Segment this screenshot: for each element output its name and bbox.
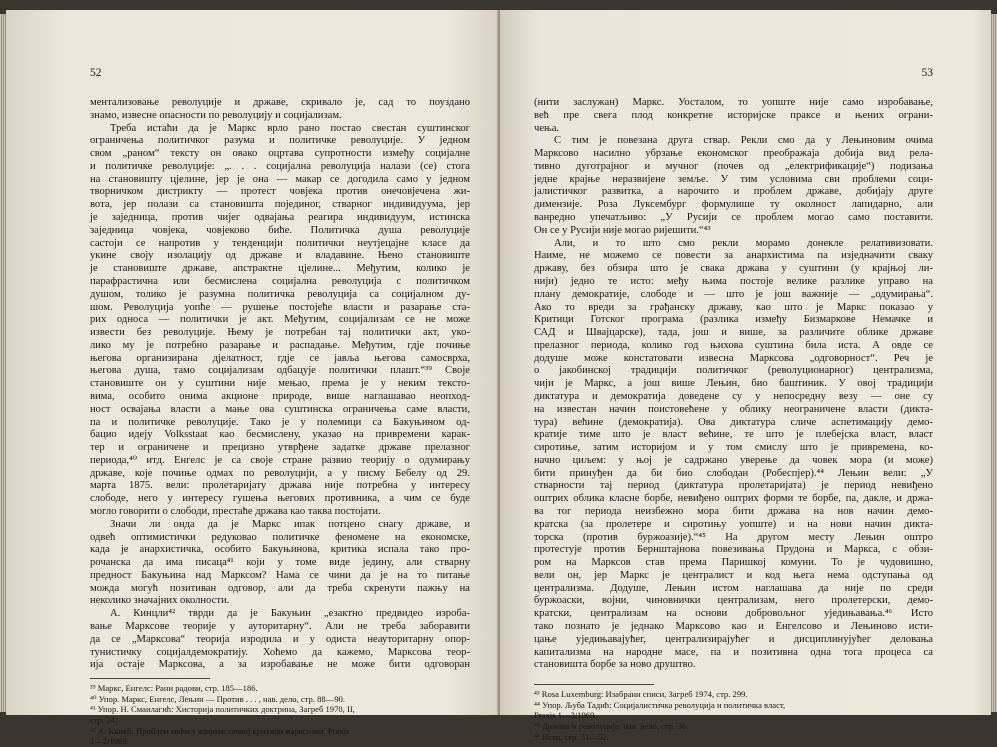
text-line: додуше може констатовати извесна Марксова „одговорност“. Реч је: [534, 352, 933, 364]
text-line: државу, без обзира што је свака држава у суштини (у крајњој ли-: [534, 263, 933, 275]
text-line: С тим је повезана друга ствар. Рекли смо да у Лењиновим очима: [554, 135, 933, 147]
text-line: начно циљем: у њој је садржано уверење да човек мора (и може): [534, 454, 933, 466]
footnote-line: ⁴¹ Упор. Н. Смаилагић: Хисторија политичких доктрина, Загреб 1970, II,: [90, 704, 355, 715]
text-line: састоји се напротив у тенденцији политички неутјецајне класе да: [90, 237, 470, 249]
text-line: торска (против буржоазије).“⁴⁵ На другом месту Лењин оштро: [534, 531, 933, 543]
text-line: на известан начин поистовећене у облику неограничене власти (дикта-: [534, 403, 933, 415]
text-line: кратије тиме што је власт већине, те што је плебејска власт, власт: [534, 429, 933, 441]
right-page-body: [534, 97, 933, 672]
text-line: диктатура и демократија доведене су у непосредну везу — оне су: [534, 390, 933, 402]
right-footnotes: [534, 689, 933, 742]
text-line: стварности тај период (диктатура пролетаријата) је период невиђено: [534, 480, 933, 492]
text-line: бити принуђен да би био слободан (Робеспјер).⁴⁴ Лењин вели: „У: [534, 467, 933, 479]
text-line: када је анархистичка, особито Бакуњинова, критика испала тако про-: [90, 544, 470, 556]
text-line: парафрастична или бесмислена социјална револуција с политичком: [90, 275, 470, 287]
text-line: (нити заслужан) Маркс. Уосталом, то уопште није само изробавање,: [534, 97, 933, 108]
text-line: душом, толико је разумна политичка револуција са социјалном ду-: [90, 288, 470, 300]
text-line: цање уједињавајућег, централизирајућег и дисциплинујућег деловања: [534, 633, 933, 645]
text-line: САД и Швајцарске), тада, још и више, за различите облике државе: [534, 327, 933, 339]
text-line: прелазног периода, колико год њихова суштина била иста. А овде се: [534, 339, 933, 351]
text-line: марта 1875. вели: пролетаријату држава није потребна у интересу: [90, 480, 470, 492]
left-page: [6, 10, 500, 747]
text-line: јалистичког развитка, а нарочито и проблем државе, добијају друге: [534, 186, 933, 198]
right-page: [500, 10, 991, 742]
text-line: ментализовање револуције и државе, скривало је, сад то поуздано: [90, 97, 470, 108]
text-line: ија остаје Марксова, а за изробавање не може бити одговоран: [90, 659, 470, 671]
text-line: на становишту цјелине, jер je она — макар се догодила само у једном: [90, 173, 470, 185]
text-line: рочанска да има писаца⁴¹ који у томе виде једину, али стварну: [90, 557, 470, 569]
text-line: Критици Готског програма (разлика између Бизмаркове Немачке и: [534, 314, 933, 326]
footnote-line: ⁴⁰ Упор. Маркс, Енгелс, Лењин — Против . . . , нав. дело, стр. 88—90.: [90, 693, 346, 704]
right-footnote-rule: [534, 684, 654, 685]
text-line: ванредно упечатљиво: „У Русији се проблем могао само поставити.: [534, 212, 933, 224]
text-line: становиште он у суштини није мењао, према је у неким тексто-: [90, 378, 470, 390]
text-line: димензије. Роза Луксембург формулише ту околност лапидарно, али: [534, 199, 933, 211]
text-line: његова душа, тамо социјализам одбацује политички плашт.“³⁹ Своје: [90, 365, 470, 377]
text-line: могло говорити о слободи, престаће држава као таква постојати.: [90, 506, 381, 517]
text-line: неколико значајних околности.: [90, 595, 230, 607]
text-line: периода,⁴⁰ итд. Енгелс је са своје стране развио теорију о одумирању: [90, 454, 470, 466]
text-line: оштрих облика класне борбе, невиђено оштрих форми те борбе, па, дакле, и држа-: [534, 493, 933, 505]
text-line: Ако то вреди за грађанску државу, као што је Маркс показао у: [534, 301, 933, 313]
text-line: ром на Марксов став према Паришкој комуни. То је чудовишно,: [534, 557, 933, 569]
left-page-body: [90, 97, 470, 672]
text-line: творничком дистрикту — протест човјека против онечовјечена жи-: [90, 186, 470, 198]
text-line: тивно дуготрајног и мучног (почев од „електрификације“) подизања: [534, 160, 933, 172]
left-footnotes: [90, 683, 470, 747]
footnote-line: ⁴⁵ Држава и револуција, нав. дело, стр. 36.: [534, 720, 689, 731]
text-line: нији) једно те исто: међу њима постоје велике разлике управо на: [534, 275, 933, 287]
text-line: чији је Маркс, а још више Лењин, био баштиник. У овој традицији: [534, 378, 933, 390]
text-line: тура) већине (демократија). Ова диктатура сличе аспетимацију демо-: [534, 416, 933, 428]
text-line: кратска (за пролетере и сиротињу уопште) и на нови начин дикта-: [534, 518, 933, 530]
text-line: плану демократије, слободе и — што је још важније — „одумирања“.: [534, 288, 933, 300]
text-line: тер и ограничене и прецизно утврђене задатке државе прелазног: [90, 442, 470, 454]
text-line: лико му је потребно разарање и распадање. Међутим, гдје почиње: [90, 339, 470, 351]
text-line: Наиме, не можемо се повести за анархистима па изједначити сваку: [534, 250, 933, 262]
text-line: предност Бакуњина над Марксом? Нама се чини да је на то питање: [90, 569, 470, 581]
text-line: да се „Марксова“ теорија изродила и у одиста неауторитарну опор-: [90, 633, 470, 645]
text-line: протестује против Бернштајнова повезивања Прудона и Маркса, с обзи-: [534, 544, 933, 556]
text-line: Али, и то што смо рекли морамо донекле релативизовати.: [554, 237, 933, 249]
text-line: Он се у Русији није могао ријешити.“⁴³: [534, 224, 711, 236]
text-line: Треба истаћи да је Маркс врло рано постао свестан суштинског: [110, 122, 470, 134]
text-line: и политичке револуције: „. . . социјална револуција налази (се) стога: [90, 160, 470, 172]
text-line: капитализма на народне масе, па и позитивна одна тога процеса са: [534, 646, 933, 658]
text-line: бацио идеју Volksstaat као бесмислену, указао на привремени карак-: [90, 429, 470, 441]
footnote-line: Praxis 1—2/1969.: [534, 710, 597, 721]
text-line: државе, које почиње одмах по револуцији, а у писму Бебелу од 29.: [90, 467, 470, 479]
footnote-line: ⁴³ Rosa Luxemburg: Изабрани списи, Загреб 1974, стр. 299.: [534, 689, 748, 700]
text-line: већ пре свега плод конкретне историјске праксе и њених ограни-: [534, 109, 933, 121]
text-line: о јакобинској традицији политичког (револуционарног) централизма,: [534, 365, 933, 377]
footnote-line: 1—2/1969.: [90, 736, 129, 747]
text-line: укине своју изолацију од државе и владавине. Њено становиште: [90, 250, 470, 262]
text-line: је заједница, против чијег одвајања реагира индивидуум, истинска: [90, 212, 470, 224]
text-line: једне крајње неразвијене земље. У тим условима сви проблеми соци-: [534, 173, 933, 185]
text-line: ност освајања власти а мање ова суштинска ограничења саме власти,: [90, 403, 470, 415]
text-line: вели он, јер Маркс је централист и код њега нема одступања од: [534, 569, 933, 581]
text-line: је становиште државе, апстрактне цјелине... Међутим, колико је: [90, 263, 470, 275]
footnote-line: ⁴⁶ Исто, стр. 51—52.: [534, 731, 609, 742]
footnote-line: ³⁹ Маркс, Енгелс: Рани радови, стр. 185—186.: [90, 683, 258, 694]
footnote-line: ⁴² А. Künzli: Проблем моћи у анархистичкој критици марксизма, Praxis: [90, 725, 350, 736]
left-page-number: 52: [90, 67, 102, 79]
text-line: кратски, централизам на основи добровољног уједињавања.⁴⁶ Исто: [534, 608, 933, 620]
text-line: вима, особито онима акционе природе, више наглашавао неопход-: [90, 390, 470, 402]
text-line: рих односа — политички је акт. Међутим, социјализам се не може: [90, 314, 470, 326]
text-line: извести без револуције. Њему је потребан тај политички акт, уко-: [90, 327, 470, 339]
text-line: ва тог периода неизбежно мора бити држава на нов начин демо-: [534, 506, 933, 517]
text-line: А. Кинцли⁴² тврди да је Бакуњин „езактно предвидео изроба-: [110, 608, 470, 620]
text-line: тако познато је једнако Марксово као и Енгелсово и Лењиново исти-: [534, 621, 933, 633]
right-page-number: 53: [921, 67, 933, 79]
text-line: његова организирана дјелатност, гдје се јавља његова самосврха,: [90, 352, 470, 364]
text-line: тунистичку социјалдемократију. Хоћемо да кажемо, Марксова теор-: [90, 646, 470, 658]
footnote-line: стр. 24.: [90, 714, 118, 725]
text-line: Значи ли онда да је Маркс ипак потцено снагу државе, и: [110, 518, 470, 530]
text-line: Марксово насилно убрзање економског преображаја добија вид рела-: [534, 148, 933, 160]
text-line: шом. Револуција уопће — рушење постојеће власти и разарање ста-: [90, 301, 470, 313]
text-line: сиротиње, затим историјом и у том смислу што је привремена, ко-: [534, 442, 933, 454]
text-line: вање Марксове теорије у ауторитарну“. Али не треба заборавити: [90, 621, 470, 633]
text-line: па и политичке револуције. Тако је у полемици са Бакуњином од-: [90, 416, 470, 428]
text-line: вота, јер полази са становишта појединог, стварног индивидуума, jер: [90, 199, 470, 211]
text-line: буржоаски, војни, чиновнички централизам, него пролетерски, демо-: [534, 595, 933, 607]
text-line: чења.: [534, 122, 560, 134]
left-footnote-rule: [90, 678, 210, 679]
text-line: заједница човјека, човјеково биће. Политичка душа револуције: [90, 224, 470, 236]
text-line: свом „раном“ тексту он овако оцртава супротности између социјалне: [90, 148, 470, 160]
text-line: централизма. Додуше, Лењин истом наглашава да није по среди: [534, 582, 933, 594]
text-line: становишта борбе за ново друштво.: [534, 659, 696, 671]
text-line: ограничења политичког разума и политичке револуције. У једном: [90, 135, 470, 147]
text-line: слободе, него у интересу гушења његових противника, а чим се буде: [90, 493, 470, 505]
text-line: можда могућ позитиван одговор, али да треба скренути пажњу на: [90, 582, 470, 594]
text-line: знамо, извесне опасности по револуцију и социјализам.: [90, 109, 342, 121]
text-line: одвећ оптимистички редуковао политичке феномене на економске,: [90, 531, 470, 543]
footnote-line: ⁴⁴ Упор. Љуба Тадић: Социјалистичка револуција и политичка власт,: [534, 699, 786, 710]
